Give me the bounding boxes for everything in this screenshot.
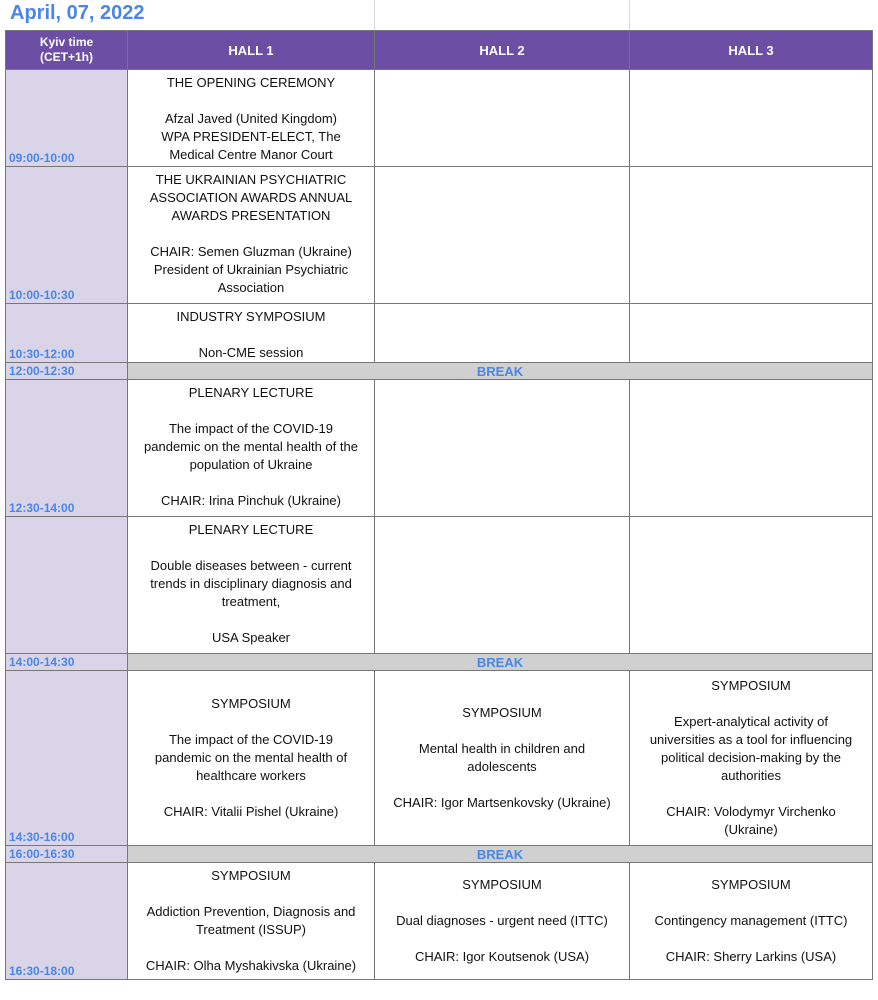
session-text-line: Non-CME session — [198, 345, 304, 360]
session-text-line — [128, 939, 374, 957]
session-row — [6, 517, 873, 654]
session-text-line: CHAIR: Volodymyr Virchenko — [666, 804, 836, 819]
session-text-line: CHAIR: Irina Pinchuk (Ukraine) — [161, 493, 341, 508]
session-text-line: Medical Centre Manor Court — [169, 147, 333, 162]
session-text-line: CHAIR: Semen Gluzman (Ukraine) — [150, 244, 352, 259]
header-row — [6, 31, 873, 70]
time-slot: 14:30-16:00 — [6, 671, 128, 846]
session-text-line: ASSOCIATION AWARDS ANNUAL — [149, 190, 353, 205]
session-text-line — [375, 930, 629, 948]
session-text-line: THE OPENING CEREMONY — [166, 75, 336, 90]
session-text-line: Expert-analytical activity of — [674, 714, 828, 729]
break-row — [6, 363, 873, 380]
hall-3-session — [630, 863, 873, 980]
hall-2-session — [375, 304, 630, 363]
session-text-line: AWARDS PRESENTATION — [171, 208, 331, 223]
hall-1-session — [128, 380, 375, 517]
session-row — [6, 380, 873, 517]
break-label: BREAK — [128, 363, 873, 380]
session-text-line: trends in disciplinary diagnosis and — [150, 576, 352, 591]
hall-3-header: HALL 3 — [630, 31, 873, 70]
hall-2-session — [375, 517, 630, 654]
session-text-line: CHAIR: Sherry Larkins (USA) — [665, 949, 837, 964]
hall-1-session — [128, 671, 375, 846]
hall-3-session — [630, 380, 873, 517]
session-text-line: Double diseases between - current — [150, 558, 352, 573]
time-slot: 12:30-14:00 — [6, 380, 128, 517]
hall-1-header: HALL 1 — [128, 31, 375, 70]
time-slot: 16:30-18:00 — [6, 863, 128, 980]
hall-1-session — [128, 863, 375, 980]
session-text-line: SYMPOSIUM — [462, 705, 542, 720]
session-text-line — [630, 894, 872, 912]
hall-2-header: HALL 2 — [375, 31, 630, 70]
time-header-line: Kyiv time — [39, 35, 94, 49]
time-slot — [6, 517, 128, 654]
session-row — [6, 304, 873, 363]
session-text-line: adolescents — [467, 759, 537, 774]
session-row — [6, 863, 873, 980]
hall-1-session — [128, 517, 375, 654]
session-row — [6, 70, 873, 167]
session-text-line: The impact of the COVID-19 — [168, 421, 333, 436]
session-text-line: CHAIR: Igor Martsenkovsky (Ukraine) — [393, 795, 611, 810]
session-row — [6, 167, 873, 304]
time-slot: 10:00-10:30 — [6, 167, 128, 304]
session-text-line: (Ukraine) — [724, 822, 778, 837]
page-title: April, 07, 2022 — [10, 2, 145, 24]
schedule-table — [5, 30, 873, 980]
session-text-line — [128, 713, 374, 731]
session-text-line: USA Speaker — [211, 630, 291, 645]
session-text-line: Afzal Javed (United Kingdom) — [165, 111, 337, 126]
session-text-line: authorities — [721, 768, 781, 783]
hall-3-session — [630, 70, 873, 167]
time-slot: 10:30-12:00 — [6, 304, 128, 363]
session-text-line — [630, 785, 872, 803]
session-text-line — [128, 225, 374, 243]
session-text-line — [128, 785, 374, 803]
session-text-line: Association — [217, 280, 285, 295]
break-row — [6, 846, 873, 863]
time-slot: 14:00-14:30 — [6, 654, 128, 671]
session-text-line: CHAIR: Igor Koutsenok (USA) — [414, 949, 590, 964]
hall-3-session — [630, 671, 873, 846]
session-text-line: healthcare workers — [196, 768, 306, 783]
session-text-line: CHAIR: Vitalii Pishel (Ukraine) — [163, 804, 339, 819]
session-text-line — [630, 695, 872, 713]
session-text-line — [375, 722, 629, 740]
session-text-line: population of Ukraine — [189, 457, 313, 472]
session-text-line: political decision-making by the — [661, 750, 841, 765]
time-slot: 09:00-10:00 — [6, 70, 128, 167]
session-text-line: SYMPOSIUM — [211, 868, 291, 883]
session-text-line: universities as a tool for influencing — [649, 732, 853, 747]
session-text-line: Dual diagnoses - urgent need (ITTC) — [396, 913, 608, 928]
session-text-line: INDUSTRY SYMPOSIUM — [176, 309, 326, 324]
session-text-line: pandemic on the mental health of — [154, 750, 348, 765]
hall-3-session — [630, 304, 873, 363]
session-text-line — [128, 885, 374, 903]
break-label: BREAK — [128, 846, 873, 863]
session-text-line — [128, 474, 374, 492]
session-text-line — [128, 326, 374, 344]
break-label: BREAK — [128, 654, 873, 671]
session-text-line: THE UKRAINIAN PSYCHIATRIC — [155, 172, 347, 187]
session-text-line: Addiction Prevention, Diagnosis and — [146, 904, 356, 919]
hall-2-session — [375, 863, 630, 980]
hall-1-session — [128, 70, 375, 167]
session-text-line: SYMPOSIUM — [211, 696, 291, 711]
time-slot: 16:00-16:30 — [6, 846, 128, 863]
session-text-line: treatment, — [221, 594, 281, 609]
session-text-line: Contingency management (ITTC) — [654, 913, 848, 928]
session-text-line: SYMPOSIUM — [711, 678, 791, 693]
session-text-line: SYMPOSIUM — [711, 877, 791, 892]
session-text-line: PLENARY LECTURE — [188, 522, 314, 537]
time-slot: 12:00-12:30 — [6, 363, 128, 380]
break-row — [6, 654, 873, 671]
hall-2-session — [375, 167, 630, 304]
session-text-line: pandemic on the mental health of the — [144, 439, 358, 454]
hall-2-session — [375, 70, 630, 167]
session-text-line: Treatment (ISSUP) — [195, 922, 307, 937]
session-row — [6, 671, 873, 846]
session-text-line: SYMPOSIUM — [462, 877, 542, 892]
session-text-line: PLENARY LECTURE — [188, 385, 314, 400]
hall-1-session — [128, 167, 375, 304]
time-header-line: (CET+1h) — [39, 50, 93, 64]
session-text-line — [630, 930, 872, 948]
session-text-line — [128, 92, 374, 110]
session-text-line: WPA PRESIDENT-ELECT, The — [161, 129, 341, 144]
session-text-line — [128, 402, 374, 420]
hall-2-session — [375, 671, 630, 846]
session-text-line: CHAIR: Olha Myshakivska (Ukraine) — [145, 958, 357, 973]
session-text-line — [375, 894, 629, 912]
hall-3-session — [630, 517, 873, 654]
hall-3-session — [630, 167, 873, 304]
session-text-line — [128, 611, 374, 629]
hall-2-session — [375, 380, 630, 517]
session-text-line: Mental health in children and — [418, 741, 586, 756]
session-text-line — [128, 539, 374, 557]
session-text-line — [375, 776, 629, 794]
time-column-header — [6, 31, 128, 70]
session-text-line: President of Ukrainian Psychiatric — [153, 262, 349, 277]
hall-1-session — [128, 304, 375, 363]
session-text-line: The impact of the COVID-19 — [168, 732, 333, 747]
